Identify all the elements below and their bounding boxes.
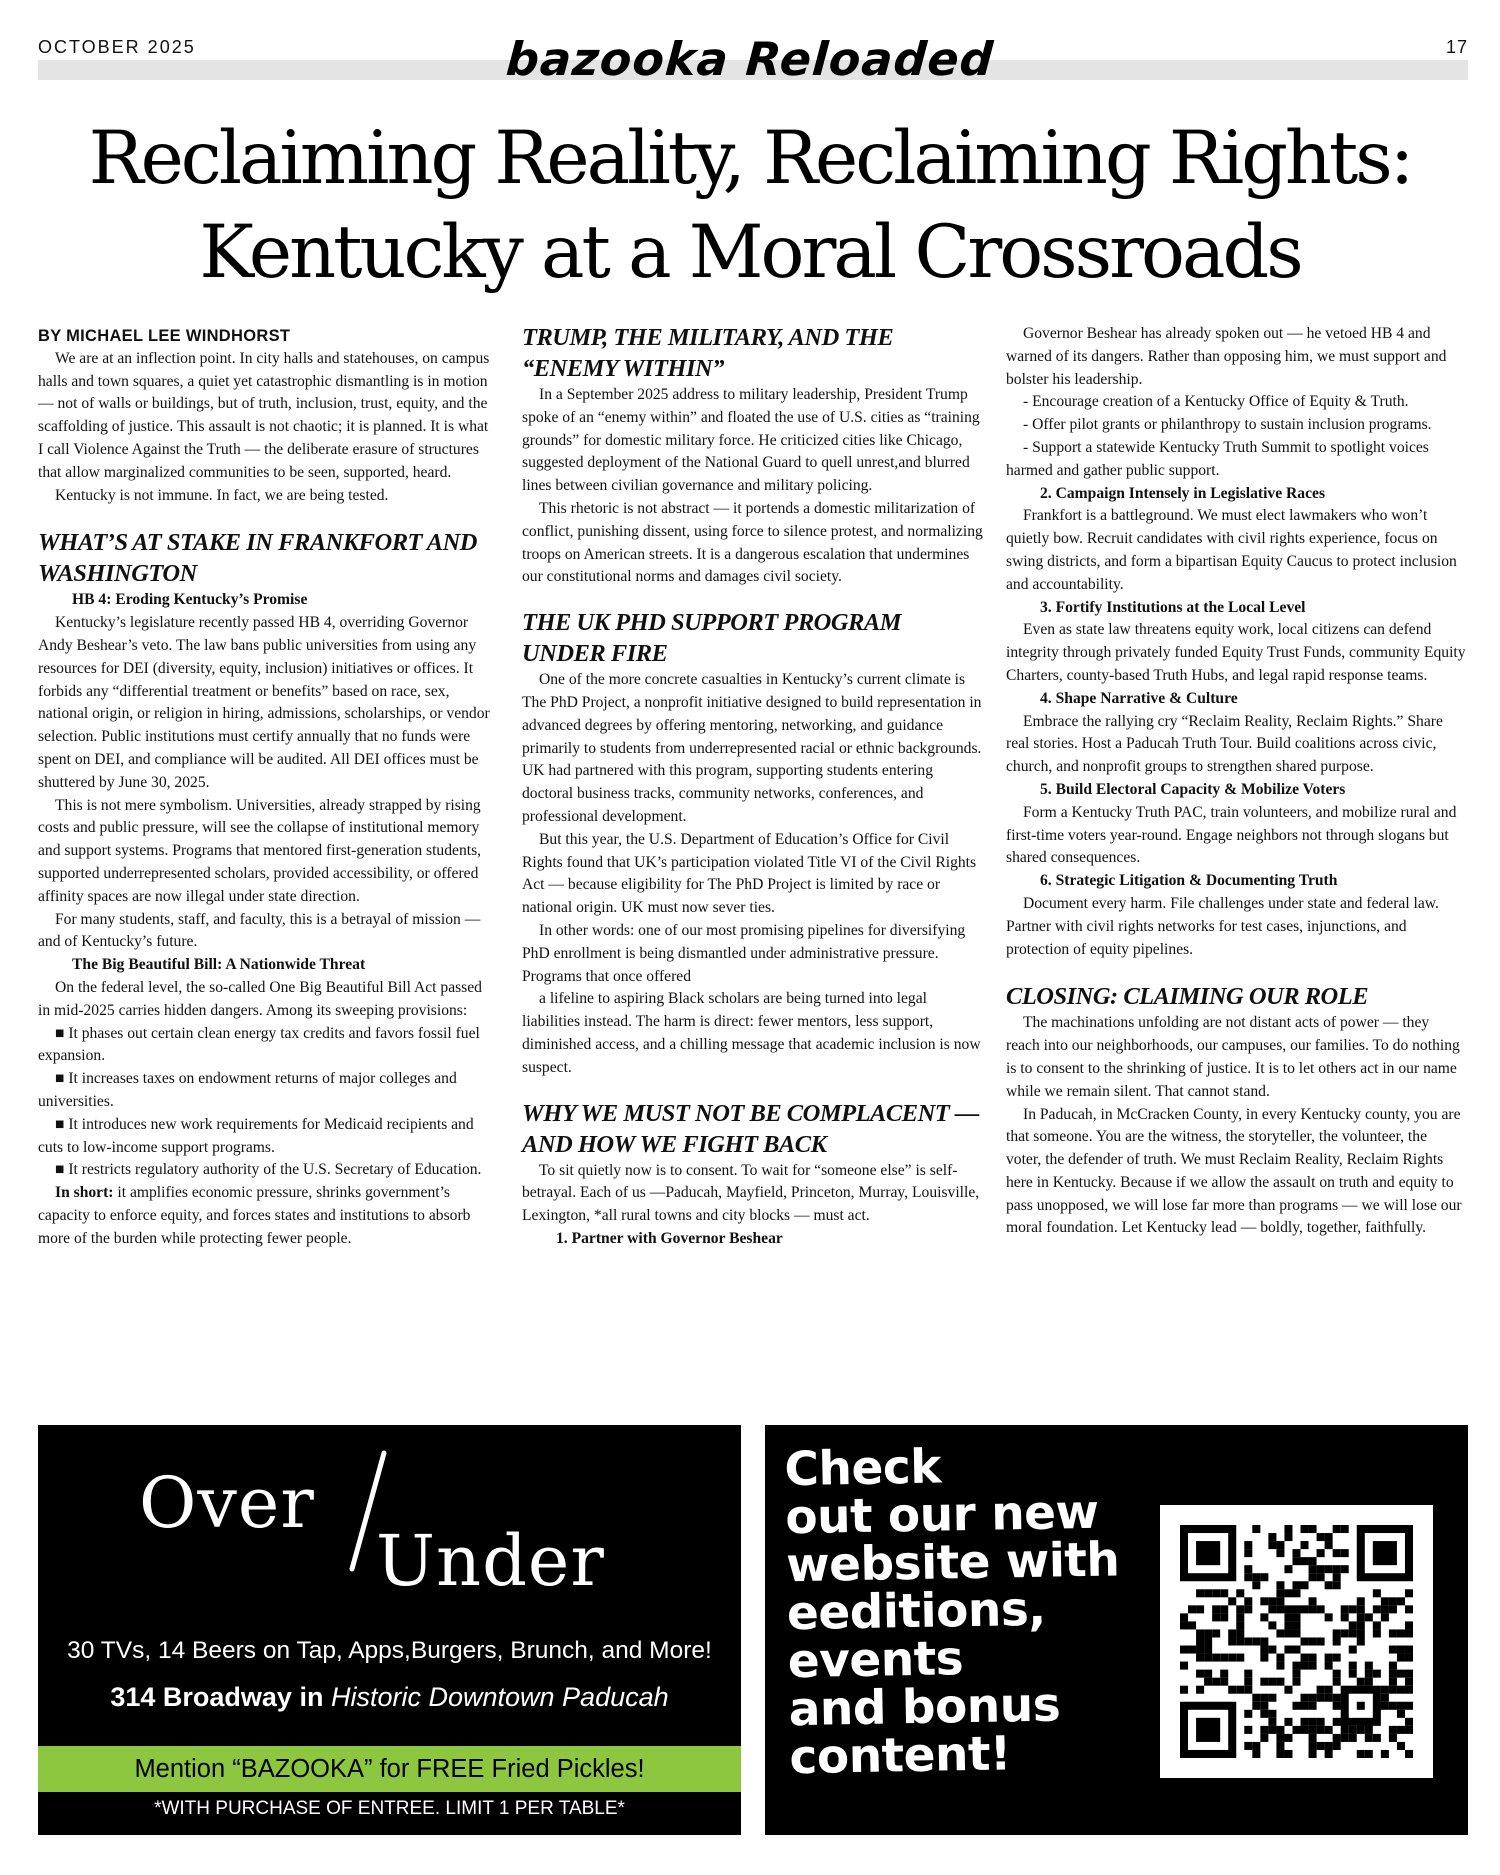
- subheading: 4. Shape Narrative & Culture: [1040, 689, 1238, 707]
- paragraph: Kentucky’s legislature recently passed HB 4, overriding Governor Andy Beshear’s veto. The law bans public universities from using any resources for DEI (diversity, equity, inclusion) initiatives or offices. It forbids any “differential treatment or benefits” based on race, sex, national origin, or religion in hiring, admissions, scholarships, or vendor selection. Public institutions must certify annually that no funds were spent on DEI, and compliance will be audited. All DEI offices must be shuttered by June 30, 2025.: [38, 614, 490, 791]
- bullet-item: ■ It increases taxes on endowment returns of major colleges and universities.: [38, 1070, 457, 1110]
- bullet-item: ■ It introduces new work requirements for Medicaid recipients and cuts to low-income support programs.: [38, 1115, 474, 1156]
- paragraph: One of the more concrete casualties in Kentucky’s current climate is The PhD Project, a nonprofit initiative designed to build representation in advanced degrees by offering mentoring, networking, and guidance primarily to students from underrepresented racial or ethnic backgrounds. UK had partnered with this program, supporting students entering doctoral business tracks, community networks, conferences, and professional development.: [522, 671, 982, 825]
- page-number: 17: [1445, 37, 1468, 57]
- column-2: [522, 322, 983, 1251]
- column-3: [1006, 323, 1466, 1240]
- paragraph: Governor Beshear has already spoken out — he vetoed HB 4 and warned of its dangers. Rather than opposing him, we must support and bolster his leadership.: [1006, 325, 1447, 388]
- fine-print: *WITH PURCHASE OF ENTREE. LIMIT 1 PER TABLE*: [154, 1798, 625, 1819]
- section-heading: TRUMP, THE MILITARY, AND THE “ENEMY WITHIN”: [522, 324, 894, 382]
- paragraph: Form a Kentucky Truth PAC, train volunteers, and mobilize rural and first-time voters year-round. Engage neighbors not through slogans but shared consequences.: [1006, 803, 1457, 867]
- short-label: In short:: [55, 1184, 114, 1202]
- bullet-item: ■ It restricts regulatory authority of the U.S. Secretary of Education.: [55, 1161, 482, 1179]
- bullet-marker: ■: [55, 1161, 65, 1179]
- paragraph: This is not mere symbolism. Universities, already strapped by rising costs and public pressure, will see the collapse of institutional memory and support systems. Programs that mentored first-generation students, supported underrepresented scholars, provided accessibility, or offered affinity spaces are now illegal under state direction.: [38, 796, 482, 905]
- ad-address: 314 Broadway in Historic Downtown Paducah: [110, 1682, 669, 1712]
- paragraph: This rhetoric is not abstract — it portends a domestic militarization of conflict, punishing dissent, using force to silence protest, and normalizing troops on American streets. It is a dangerous escalation that undermines our constitutional norms and damages civil society.: [522, 499, 983, 586]
- bullet-marker: ■: [55, 1070, 65, 1088]
- headline: [20, 112, 1480, 300]
- logo-under: Under: [376, 1520, 605, 1602]
- section-heading: WHY WE MUST NOT BE COMPLACENT — AND HOW WE FIGHT BACK: [522, 1099, 979, 1158]
- paragraph: Even as state law threatens equity work, local citizens can defend integrity through privately funded Equity Trust Funds, community Equity Charters, county-based Truth Hubs, and legal rapid response teams.: [1006, 621, 1466, 684]
- subheading: HB 4: Eroding Kentucky’s Promise: [72, 591, 308, 609]
- paragraph: Frankfort is a battleground. We must elect lawmakers who won’t quietly bow. Recruit candidates with civil rights experience, focus on swing districts, and form a bipartisan Equity Caucus to protect inclusion and accountability.: [1006, 507, 1457, 593]
- paragraph: But this year, the U.S. Department of Education’s Office for Civil Rights found that UK’s participation violated Title VI of the Civil Rights Act — because eligibility for The PhD Project is limited by race or national origin. UK must now sever ties.: [522, 830, 977, 917]
- website-ad[interactable]: [765, 1425, 1468, 1835]
- masthead-logo: bazooka Reloaded: [504, 32, 996, 86]
- paragraph: For many students, staff, and faculty, this is a betrayal of mission — and of Kentucky’s future.: [38, 910, 481, 951]
- subheading: 1. Partner with Governor Beshear: [556, 1229, 783, 1247]
- paragraph: a lifeline to aspiring Black scholars are being turned into legal liabilities instead. The harm is direct: fewer mentors, less support, diminished access, and a chilling message that academic inclusion is now suspect.: [522, 990, 981, 1076]
- paragraph: In a September 2025 address to military leadership, President Trump spoke of an “enemy within” and floated the use of U.S. cities as “training grounds” for domestic military force. He criticized cities like Chicago, suggested deployment of the National Guard to quell unrest,and blurred lines between civilian governance and military policing.: [522, 386, 980, 495]
- bullet-marker: ■: [55, 1024, 65, 1042]
- paragraph: The machinations unfolding are not distant acts of power — they reach into our neighborhoods, our campuses, our families. To do nothing is to consent to the shrinking of justice. It is to let others act in our name while we remain silent. That cannot stand.: [1006, 1014, 1460, 1100]
- subheading: 3. Fortify Institutions at the Local Level: [1040, 598, 1306, 616]
- subheading: 2. Campaign Intensely in Legislative Races: [1040, 484, 1326, 502]
- bullet-marker: ■: [55, 1115, 65, 1133]
- issue-date: OCTOBER 2025: [38, 37, 196, 57]
- paragraph: To sit quietly now is to consent. To wait for “someone else” is self-betrayal. Each of us —Paducah, Mayfield, Princeton, Murray, Louisville, Lexington, *all rural towns and city blocks — must act.: [522, 1161, 980, 1225]
- section-heading: THE UK PHD SUPPORT PROGRAM UNDER FIRE: [522, 609, 902, 668]
- column-1: [38, 325, 491, 1250]
- list-item: - Offer pilot grants or philanthropy to sustain inclusion programs.: [1023, 416, 1432, 434]
- qr-code-icon: [1180, 1525, 1413, 1758]
- section-heading: CLOSING: CLAIMING OUR ROLE: [1006, 983, 1369, 1011]
- paragraph: In other words: one of our most promising pipelines for diversifying PhD enrollment is being dismantled under administrative pressure. Programs that once offered: [522, 921, 966, 985]
- paragraph: Embrace the rallying cry “Reclaim Reality, Reclaim Rights.” Share real stories. Host a Paducah Truth Tour. Build coalitions across civic, church, and nonprofit groups to strengthen shared purpose.: [1006, 712, 1443, 776]
- ad-tagline: 30 TVs, 14 Beers on Tap, Apps,Burgers, Brunch, and More!: [67, 1637, 712, 1664]
- qr-code[interactable]: [1160, 1505, 1433, 1778]
- paragraph: On the federal level, the so-called One Big Beautiful Bill Act passed in mid-2025 carries hidden dangers. Among its sweeping provisions:: [38, 978, 482, 1019]
- bullet-item: ■ It phases out certain clean energy tax credits and favors fossil fuel expansion.: [38, 1024, 480, 1065]
- headline-line-1: Reclaiming Reality, Reclaiming Rights:: [88, 116, 1412, 201]
- list-item: - Encourage creation of a Kentucky Office of Equity & Truth.: [1023, 393, 1409, 411]
- promo-banner: Mention “BAZOOKA” for FREE Fried Pickles!: [38, 1746, 741, 1792]
- subheading: 5. Build Electoral Capacity & Mobilize Voters: [1040, 780, 1346, 798]
- subheading: 6. Strategic Litigation & Documenting Truth: [1040, 872, 1338, 890]
- subheading: The Big Beautiful Bill: A Nationwide Threat: [72, 956, 366, 974]
- section-heading: WHAT’S AT STAKE IN FRANKFORT AND WASHINGTON: [38, 529, 477, 588]
- list-item: - Support a statewide Kentucky Truth Summit to spotlight voices harmed and gather public support.: [1006, 438, 1429, 479]
- paragraph: Document every harm. File challenges under state and federal law. Partner with civil rights networks for test cases, injunctions, and protection of equity pipelines.: [1006, 894, 1439, 958]
- over-under-ad[interactable]: [38, 1425, 741, 1835]
- paragraph: We are at an inflection point. In city halls and statehouses, on campus halls and town squares, a quiet yet catastrophic dismantling is in motion — not of walls or buildings, but of truth, inclusion, trust, equity, and the scaffolding of justice. This assault is not chaotic; it is planned. It is what I call Violence Against the Truth — the deliberate erasure of structures that allow marginalized communities to be seen, supported, heard.: [38, 349, 490, 481]
- website-promo-text: Check out our new website with eeditions, events and bonus content!: [784, 1439, 1120, 1786]
- byline: BY MICHAEL LEE WINDHORST: [38, 327, 291, 345]
- paragraph: In Paducah, in McCracken County, in every Kentucky county, you are that someone. You are the witness, the storyteller, the volunteer, the voter, the defender of truth. We must Reclaim Reality, Reclaim Rights here in Kentucky. Because if we allow the assault on truth and equity to pass unopposed, we will lose far more than programs — we will lose our moral foundation. Let Kentucky lead — boldly, together, faithfully.: [1006, 1105, 1462, 1237]
- headline-line-2: Kentucky at a Moral Crossroads: [199, 210, 1301, 295]
- logo-over: Over: [139, 1462, 315, 1544]
- paragraph: Kentucky is not immune. In fact, we are being tested.: [55, 486, 389, 504]
- paragraph: In short: it amplifies economic pressure, shrinks government’s capacity to enforce equity, and forces states and institutions to absorb more of the burden while protecting fewer people.: [38, 1184, 471, 1247]
